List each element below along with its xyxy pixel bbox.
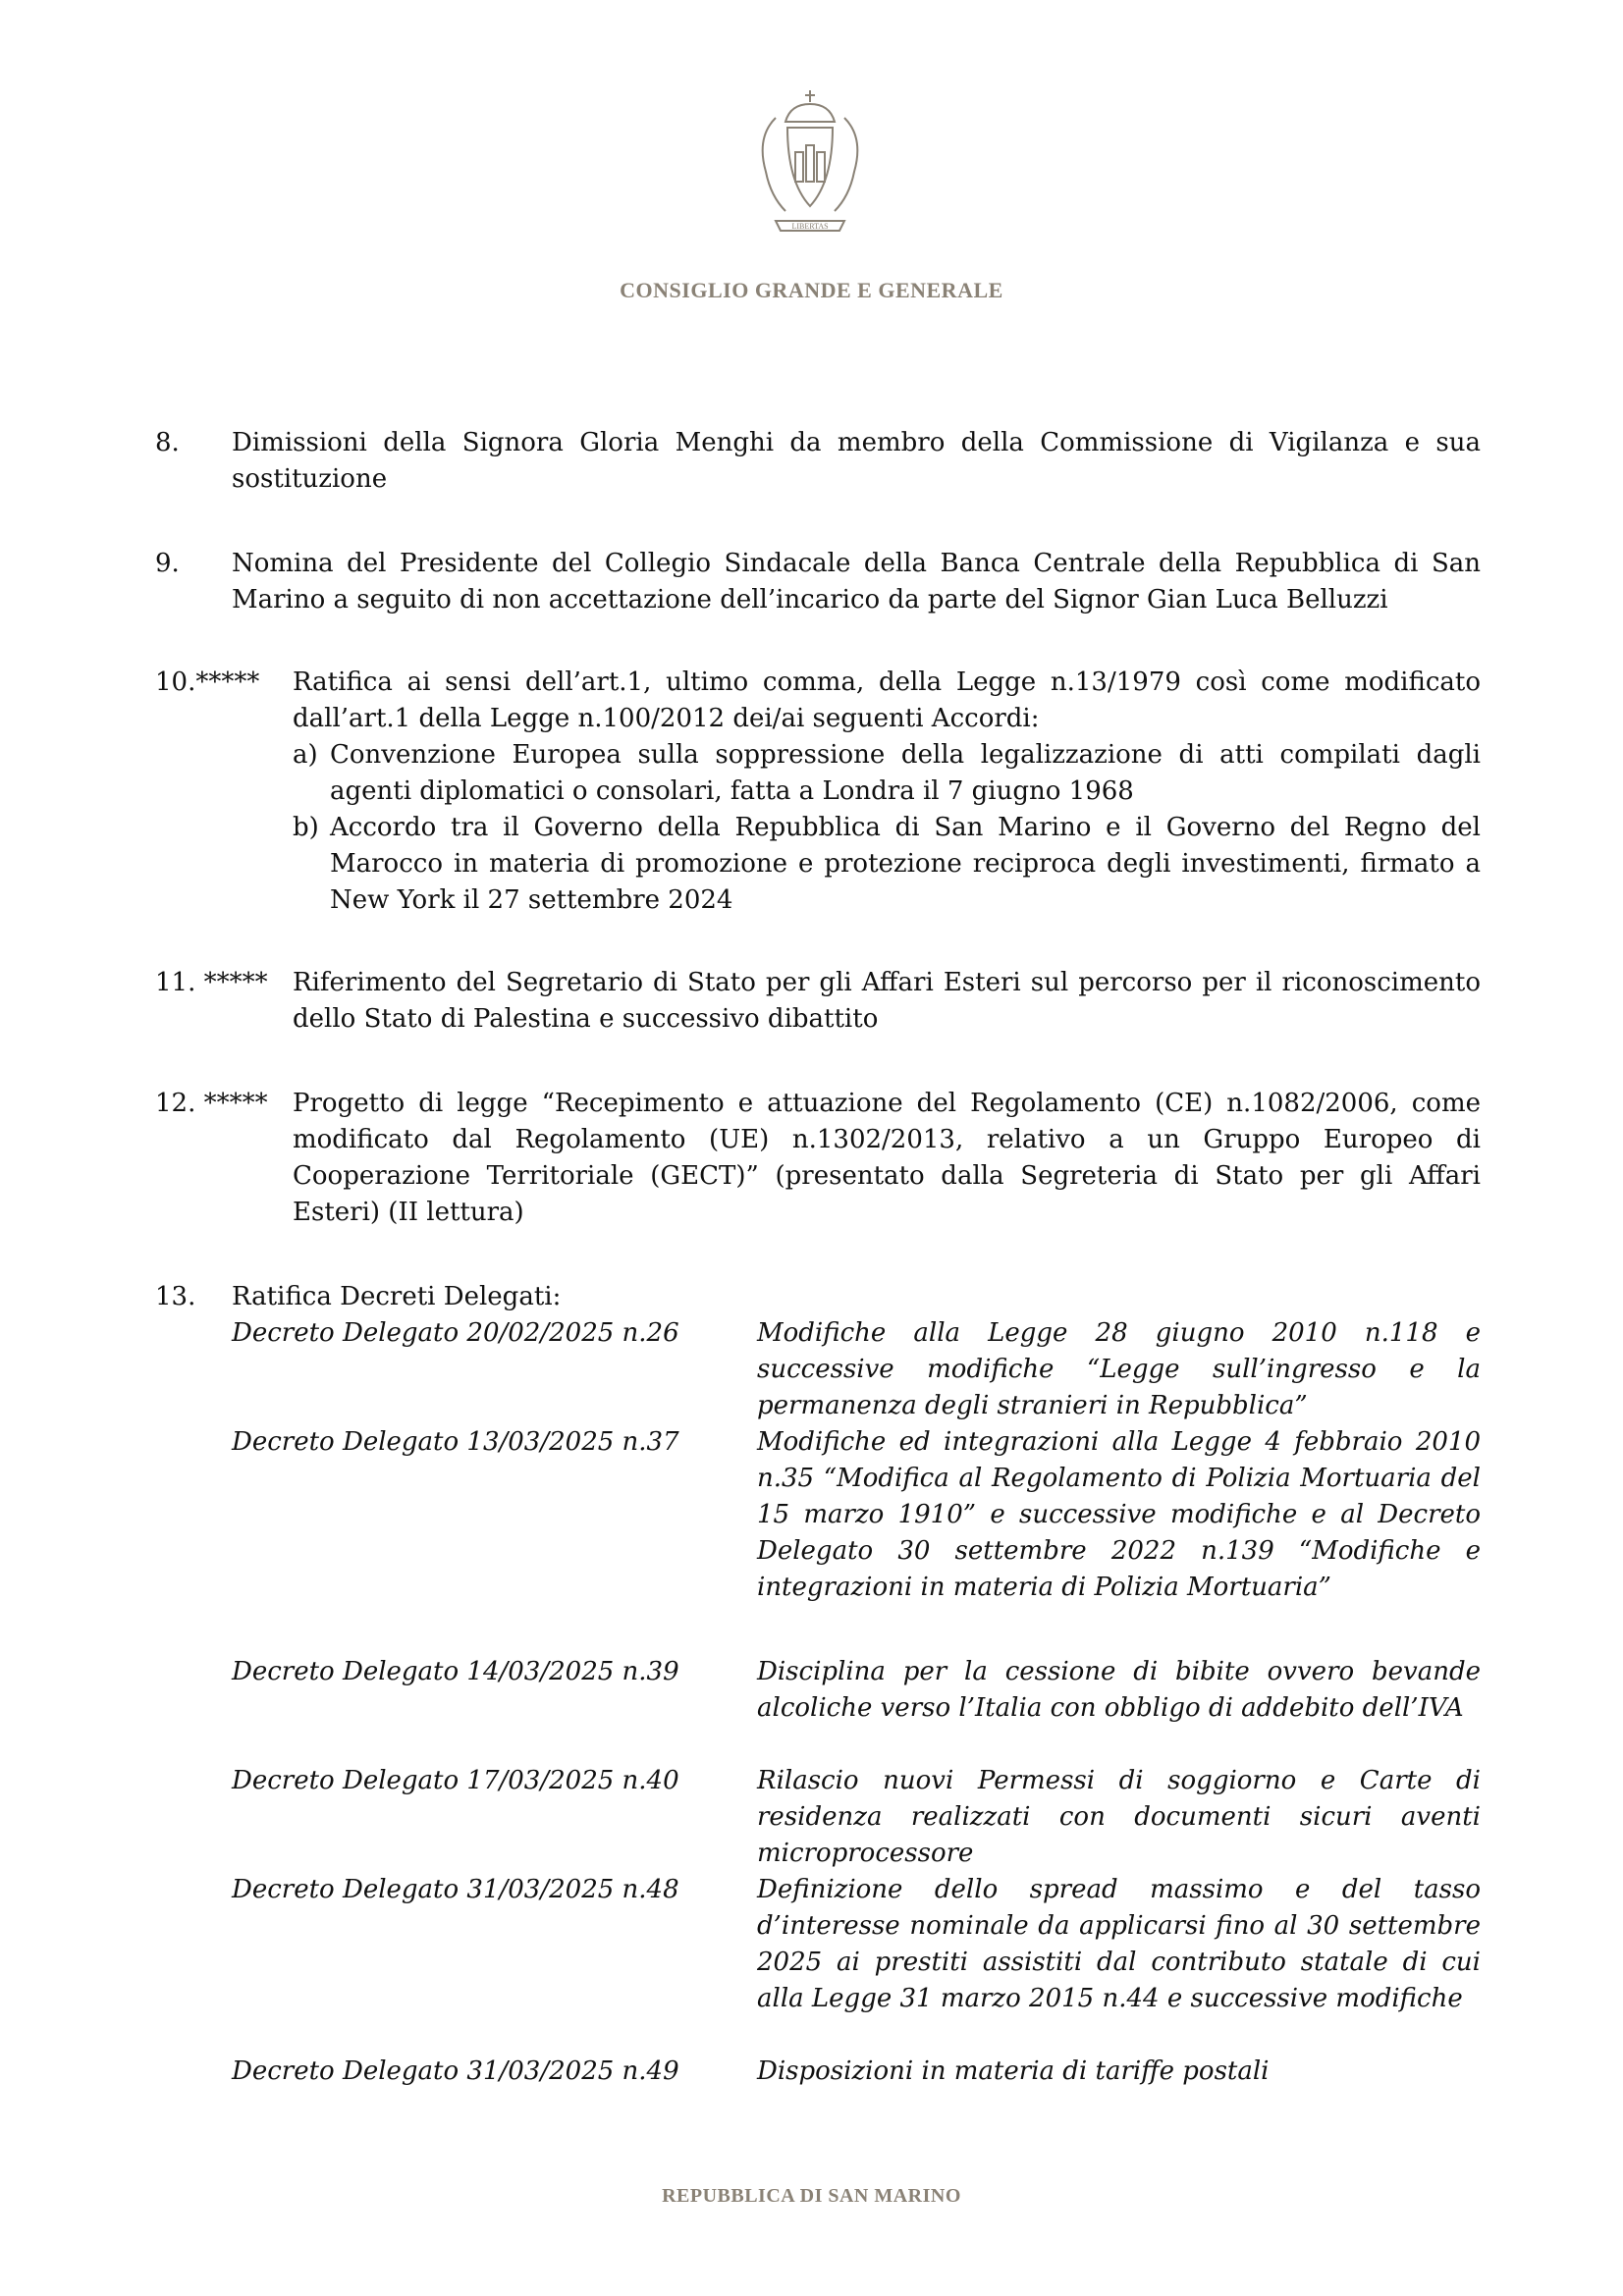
item-text: Progetto di legge “Recepimento e attuazione del Regolamento (CE) n.1082/2006, come modificato dal Regolamento (UE) n.1302/2013, relativo a un Gruppo Europeo di Cooperazione Territoriale (GECT)” (presentato dalla Segreteria di Stato per gli Affari Esteri) (II lettura) bbox=[293, 1089, 1481, 1227]
decree-ref: Decreto Delegato 31/03/2025 n.49 bbox=[232, 2056, 679, 2086]
decree-ref: Decreto Delegato 14/03/2025 n.39 bbox=[232, 1657, 679, 1686]
agenda-item-12 bbox=[155, 1086, 1481, 1231]
page-header-title: CONSIGLIO GRANDE E GENERALE bbox=[620, 278, 1003, 302]
item-number: 10.***** bbox=[155, 667, 260, 697]
item-number: 12. ***** bbox=[155, 1089, 268, 1118]
decree-row bbox=[232, 1424, 1481, 1606]
coat-of-arms-logo bbox=[746, 88, 874, 245]
item-number: 9. bbox=[155, 549, 180, 578]
item-text: Riferimento del Segretario di Stato per gli Affari Esteri sul percorso per il riconoscimento dello Stato di Palestina e successivo dibattito bbox=[293, 968, 1481, 1034]
decree-row bbox=[232, 1315, 1481, 1424]
agenda-item-9 bbox=[155, 546, 1481, 618]
decree-ref: Decreto Delegato 20/02/2025 n.26 bbox=[232, 1318, 679, 1348]
sub-item-text: Accordo tra il Governo della Repubblica di San Marino e il Governo del Regno del Marocco in materia di promozione e protezione reciproca degli investimenti, firmato a New York il 27 settembre 2024 bbox=[330, 813, 1481, 915]
agenda-item-13 bbox=[155, 1279, 1481, 1315]
sub-item-b bbox=[293, 810, 1481, 919]
item-text: Nomina del Presidente del Collegio Sindacale della Banca Centrale della Repubblica di San Marino a seguito di non accettazione dell’incarico da parte del Signor Gian Luca Belluzzi bbox=[232, 549, 1481, 614]
decree-row bbox=[232, 1872, 1481, 2017]
decree-ref: Decreto Delegato 13/03/2025 n.37 bbox=[232, 1427, 679, 1457]
item-text: Dimissioni della Signora Gloria Menghi da membro della Commissione di Vigilanza e sua sostituzione bbox=[232, 428, 1481, 494]
item-number: 13. bbox=[155, 1282, 196, 1311]
decree-description: Disposizioni in materia di tariffe postali bbox=[757, 2056, 1270, 2086]
agenda-item-10 bbox=[155, 665, 1481, 919]
sub-item-label: a) bbox=[293, 740, 318, 770]
decree-description: Modifiche alla Legge 28 giugno 2010 n.118 e successive modifiche “Legge sull’ingresso e la permanenza degli stranieri in Repubblica” bbox=[757, 1318, 1481, 1420]
item-text: Ratifica ai sensi dell’art.1, ultimo comma, della Legge n.13/1979 così come modificato dall’art.1 della Legge n.100/2012 dei/ai seguenti Accordi: bbox=[293, 667, 1481, 733]
item-text: Ratifica Decreti Delegati: bbox=[232, 1282, 562, 1311]
decree-description: Definizione dello spread massimo e del tasso d’interesse nominale da applicarsi fino al 30 settembre 2025 ai prestiti assistiti dal contributo statale di cui alla Legge 31 marzo 2015 n.44 e successive modifiche bbox=[757, 1875, 1481, 2013]
agenda-item-8 bbox=[155, 425, 1481, 498]
page-footer-title: REPUBBLICA DI SAN MARINO bbox=[662, 2185, 961, 2207]
crest-motto: LIBERTAS bbox=[791, 222, 829, 231]
decree-description: Rilascio nuovi Permessi di soggiorno e Carte di residenza realizzati con documenti sicuri aventi microprocessore bbox=[757, 1766, 1481, 1868]
decree-row bbox=[232, 2054, 1481, 2090]
decree-row bbox=[232, 1763, 1481, 1872]
item-number: 11. ***** bbox=[155, 968, 268, 997]
sub-item-a bbox=[293, 737, 1481, 810]
decree-row bbox=[232, 1654, 1481, 1727]
sub-item-text: Convenzione Europea sulla soppressione della legalizzazione di atti compilati dagli agenti diplomatici o consolari, fatta a Londra il 7 giugno 1968 bbox=[330, 740, 1481, 806]
decree-description: Disciplina per la cessione di bibite ovvero bevande alcoliche verso l’Italia con obbligo di addebito dell’IVA bbox=[757, 1657, 1481, 1723]
item-number: 8. bbox=[155, 428, 180, 457]
decree-ref: Decreto Delegato 17/03/2025 n.40 bbox=[232, 1766, 679, 1795]
decree-ref: Decreto Delegato 31/03/2025 n.48 bbox=[232, 1875, 679, 1904]
agenda-item-11 bbox=[155, 965, 1481, 1038]
decree-description: Modifiche ed integrazioni alla Legge 4 febbraio 2010 n.35 “Modifica al Regolamento di Polizia Mortuaria del 15 marzo 1910” e successive modifiche e al Decreto Delegato 30 settembre 2022 n.139 “Modifiche e integrazioni in materia di Polizia Mortuaria” bbox=[757, 1427, 1481, 1602]
sub-item-label: b) bbox=[293, 813, 319, 842]
